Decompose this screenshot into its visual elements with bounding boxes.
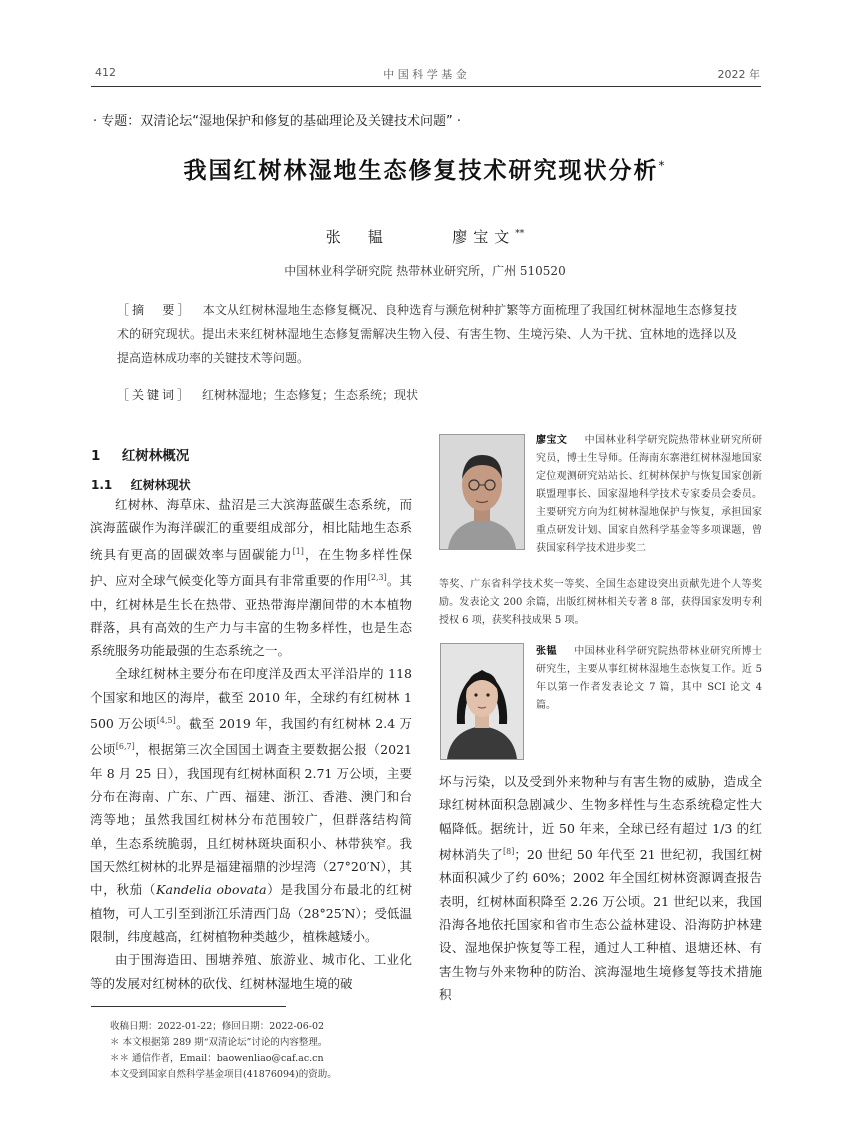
citation: [1]	[292, 546, 304, 556]
footnote-rule	[91, 1006, 286, 1007]
keywords-label: ［关键词］	[117, 388, 193, 402]
corresponding-author-note: ＊＊ 通信作者，Email：baowenliao@caf.ac.cn	[110, 1053, 324, 1064]
abstract-text: 本文从红树林湿地生态修复概况、良种选育与濒危树种扩繁等方面梳理了我国红树林湿地生态修复技术的研究现状。提出未来红树林湿地生态修复需解决生物入侵、有害生物、生境污染、人为干扰、宜林地的选择以及提高造林成功率的关键技术等问题。	[117, 303, 737, 365]
abstract	[117, 298, 737, 370]
title-text: 我国红树林湿地生态修复技术研究现状分析	[183, 158, 659, 184]
section-heading	[91, 444, 189, 464]
section-number: 1	[91, 448, 101, 464]
page-number: 412	[95, 66, 116, 79]
author-photo-zhang	[440, 643, 524, 760]
journal-year: 2022 年	[717, 68, 760, 81]
subsection-title: 红树林现状	[130, 478, 191, 492]
section-title: 红树林概况	[121, 448, 190, 464]
subsection-heading	[91, 476, 191, 493]
author-list	[0, 226, 850, 247]
author-name: 廖宝文	[452, 228, 516, 246]
paragraph: 红树林、海草床、盐沼是三大滨海蓝碳生态系统，而滨海蓝碳作为海洋碳汇的重要组成部分，相比陆地生态系统具有更高的固碳效率与固碳能力[1]，在生物多样性保护、应对全球气候变化等方面具有非常重要的作用[2,3]。其中，红树林是生长在热带、亚热带海岸潮间带的木本植物群落，具有高效的生产力与丰富的生物多样性，也是生态系统服务功能最强的生态系统之一。	[90, 497, 412, 659]
paragraph: 由于围海造田、围塘养殖、旅游业、城市化、工业化等的发展对红树林的砍伐、红树林湿地生境的破	[90, 952, 412, 991]
keywords-text: 红树林湿地；生态修复；生态系统；现状	[202, 388, 419, 402]
body-right-column	[439, 770, 762, 1006]
bio-text: 中国林业科学研究院热带林业研究所研究员，博士生导师。任海南东寨港红树林湿地国家定位观测研究站站长、红树林保护与恢复国家创新联盟理事长、国家湿地科学技术专家委员会委员。主要研究方向为红树林湿地保护与恢复，承担国家重点研发计划、国家自然科学基金等多项课题，曾获国家科学技术进步奖二	[536, 435, 762, 554]
abstract-label: ［摘 要］	[117, 303, 193, 317]
species-name: Kandelia obovata	[156, 882, 267, 898]
citation: [4,5]	[156, 715, 176, 725]
topic-line: · 专题：双清论坛“湿地保护和修复的基础理论及关键技术问题” ·	[93, 114, 461, 129]
author-name: 张 韫	[325, 228, 389, 246]
bio-text: 中国林业科学研究院热带林业研究所博士研究生，主要从事红树林湿地生态恢复工作。近 5 年以第一作者发表论文 7 篇，其中 SCI 论文 4 篇。	[536, 646, 762, 711]
author-bio-liao	[536, 432, 762, 558]
journal-name: 中 国 科 学 基 金	[383, 68, 467, 81]
funding-note: 本文受到国家自然科学基金项目(41876094)的资助。	[110, 1069, 337, 1080]
author-photo-liao	[439, 434, 525, 550]
paragraph: 全球红树林主要分布在印度洋及西太平洋沿岸的 118 个国家和地区的海岸，截至 2010 年，全球约有红树林 1 500 万公顷[4,5]。截至 2019 年，我国约有红树林 2.4 万公顷[6,7]，根据第三次全国国土调查主要数据公报（2021 年 8 月 25 日），我国现有红树林面积 2.71 万公顷，主要分布在海南、广东、广西、福建、浙江、香港、澳门和台湾等地；虽然我国红树林分布范围较广，但群落结构简单，生态系统脆弱，且红树林斑块面积小、林带狭窄。我国天然红树林的北界是福建福鼎的沙埕湾（27°20′N），其中，秋茄（Kandelia obovata）是我国分布最北的红树植物，可人工引至到浙江乐清西门岛（28°25′N）；受低温限制，纬度越高，红树植物种类越少，植株越矮小。	[90, 666, 412, 944]
author-bio-zhang	[536, 643, 762, 715]
article-title	[0, 152, 850, 185]
subsection-number: 1.1	[91, 478, 113, 492]
title-footnote-mark: *	[658, 158, 667, 173]
affiliation: 中国林业科学研究院 热带林业研究所，广州 510520	[284, 264, 566, 278]
header-rule	[91, 86, 761, 87]
author-bio-liao-continued: 等奖、广东省科学技术奖一等奖、全国生态建设突出贡献先进个人等奖励。发表论文 200 余篇，出版红树林相关专著 8 部，获得国家发明专利授权 6 项，获奖科技成果 5 项。	[439, 579, 762, 626]
bio-name: 廖宝文	[536, 435, 568, 446]
bio-name: 张韫	[536, 646, 557, 657]
keywords	[117, 386, 418, 403]
citation: [2,3]	[367, 573, 387, 583]
footnote: ＊ 本文根据第 289 期“双清论坛”讨论的内容整理。	[110, 1037, 328, 1048]
body-left-column	[90, 493, 412, 995]
citation: [6,7]	[115, 742, 135, 752]
received-dates: 收稿日期：2022-01-22；修回日期：2022-06-02	[110, 1021, 325, 1032]
paragraph: 坏与污染，以及受到外来物种与有害生物的威胁，造成全球红树林面积急剧减少、生物多样性与生态系统稳定性大幅降低。据统计，近 50 年来，全球已经有超过 1/3 的红树林消失了[8]；20 世纪 50 年代至 21 世纪初，我国红树林面积减少了约 60%；2002 年全国红树林资源调查报告表明，红树林面积降至 2.26 万公顷。21 世纪以来，我国沿海各地依托国家和省市生态公益林建设、沿海防护林建设、湿地保护恢复等工程，通过人工种植、退塘还林、有害生物与外来物种的防治、滨海湿地生境修复等技术措施积	[439, 774, 762, 1002]
citation: [8]	[503, 846, 515, 856]
corresponding-mark: **	[515, 229, 525, 239]
